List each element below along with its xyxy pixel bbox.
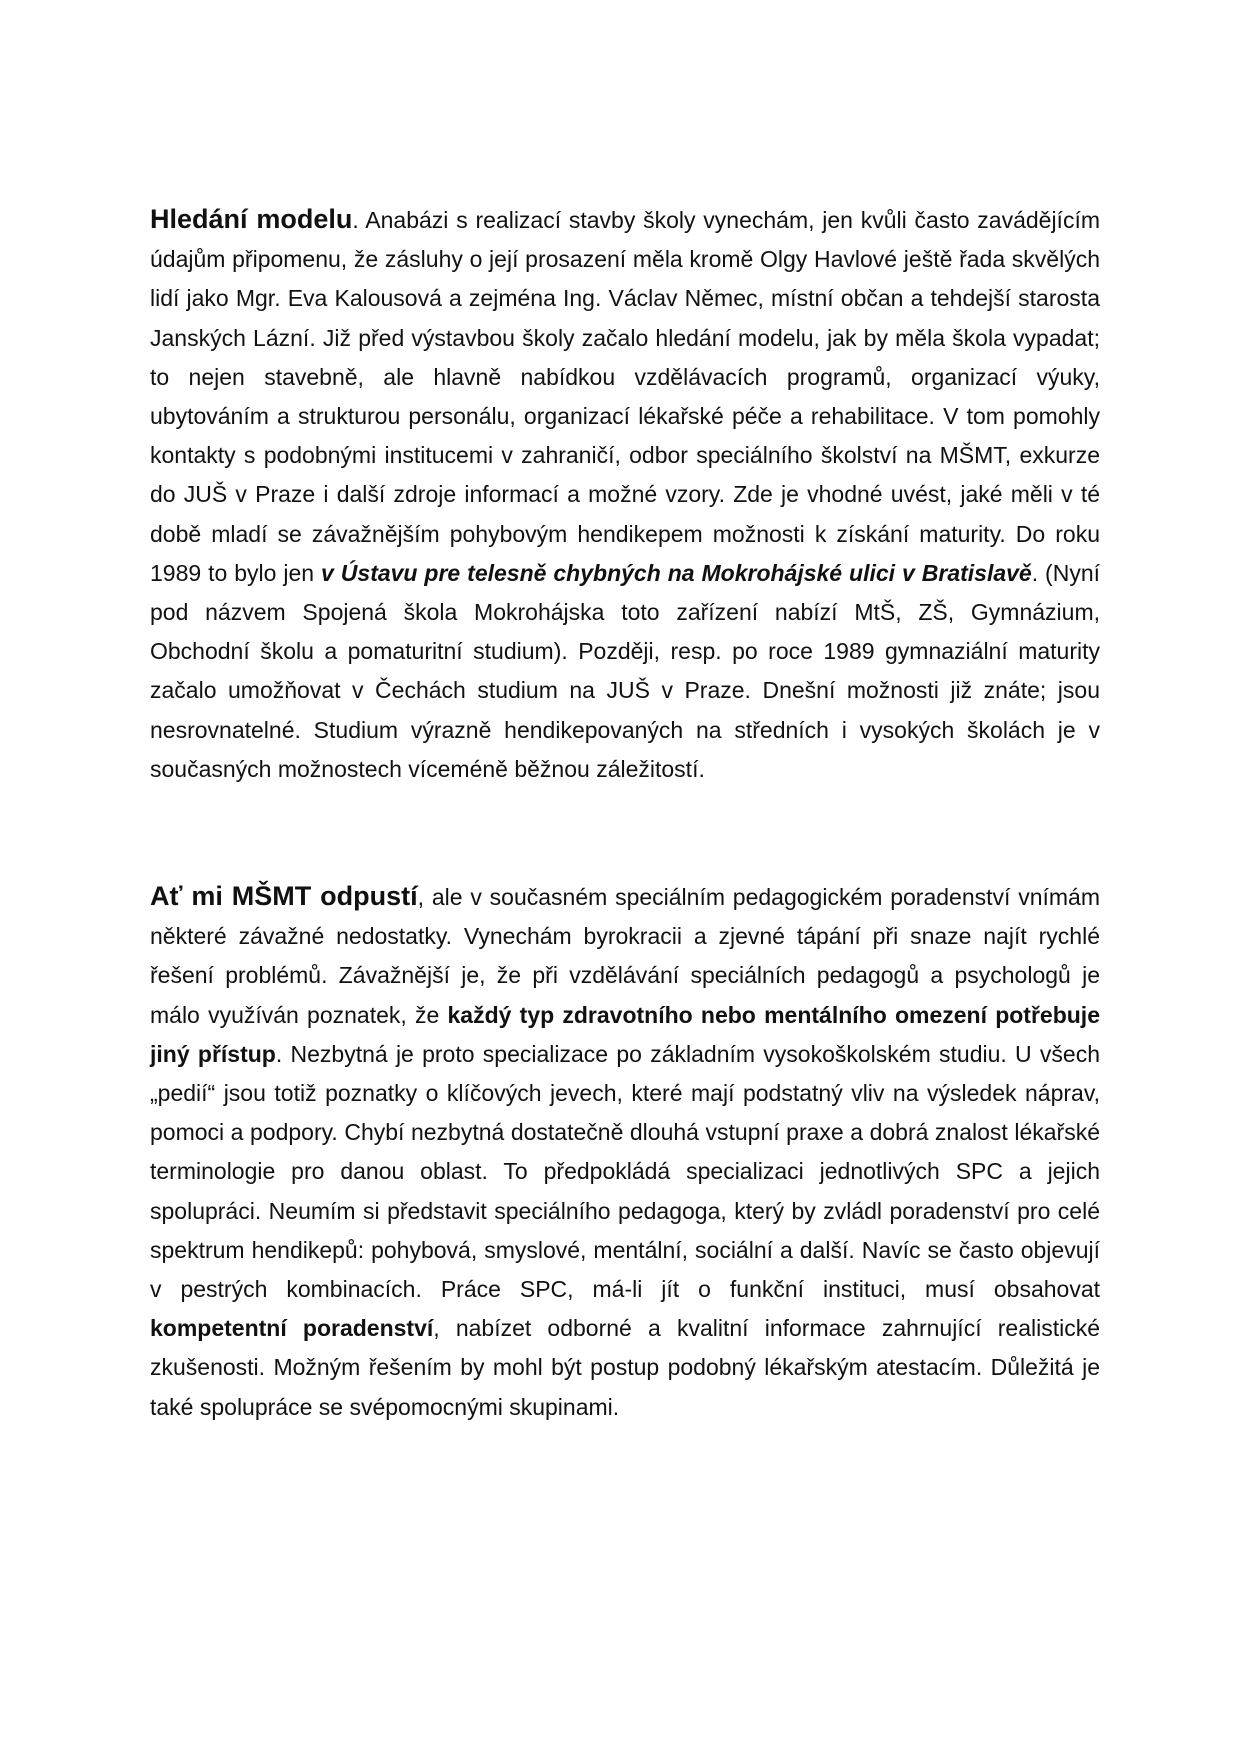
paragraph-msmt-odpusti	[150, 877, 1100, 1427]
paragraph-hledani-modelu	[150, 200, 1100, 789]
paragraph-text: , nabízet odborné a kvalitní informace zahrnující realistické zkušenosti. Možným řešením by mohl být postup podobný lékařským atestacím. Důležitá je také spolupráce se svépomocnými skupinami.	[150, 1315, 1100, 1420]
paragraph-text: . (Nyní pod názvem Spojená škola Mokrohájska toto zařízení nabízí MtŠ, ZŠ, Gymnázium, Obchodní školu a pomaturitní studium). Později, resp. po roce 1989 gymnaziální maturity začalo umožňovat v Čechách studium na JUŠ v Praze. Dnešní možnosti již znáte; jsou nesrovnatelné. Studium výrazně hendikepovaných na středních i vysokých školách je v současných možnostech víceméně běžnou záležitostí.	[150, 559, 1101, 782]
bold-text: kompetentní poradenství	[150, 1315, 434, 1342]
emphasized-text: v Ústavu pre telesně chybných na Mokrohájské ulici v Bratislavě	[321, 559, 1032, 586]
paragraph-lead-heading: Ať mi MŠMT odpustí	[150, 881, 418, 912]
paragraph-text: , ale v současném speciálním pedagogickém poradenství vnímám některé závažné nedostatky. Vynechám byrokracii a zjevné tápání při snaze najít rychlé řešení problémů. Závažnější je, že při vzdělávání speciálních pedagogů a psychologů je málo využíván poznatek, že	[150, 884, 1100, 1028]
paragraph-lead-heading: Hledání modelu	[150, 204, 353, 234]
paragraph-text: . Nezbytná je proto specializace po základním vysokoškolském studiu. U všech „pedií“ jsou totiž poznatky o klíčových jevech, které mají podstatný vliv na výsledek náprav, pomoci a podpory. Chybí nezbytná dostatečně dlouhá vstupní praxe a dobrá znalost lékařské terminologie pro danou oblast. To předpokládá specializaci jednotlivých SPC a jejich spolupráci. Neumím si představit speciálního pedagoga, který by zvládl poradenství pro celé spektrum hendikepů: pohybová, smyslové, mentální, sociální a další. Navíc se často objevují v pestrých kombinacích. Práce SPC, má-li jít o funkční instituci, musí obsahovat	[150, 1040, 1101, 1303]
document-page	[150, 200, 1100, 1427]
bold-text: každý typ zdravotního nebo mentálního omezení potřebuje jiný přístup	[150, 1001, 1100, 1067]
paragraph-text: . Anabázi s realizací stavby školy vynechám, jen kvůli často zavádějícím údajům připomenu, že zásluhy o její prosazení měla kromě Olgy Havlové ještě řada skvělých lidí jako Mgr. Eva Kalousová a zejména Ing. Václav Němec, místní občan a tehdejší starosta Janských Lázní. Již před výstavbou školy začalo hledání modelu, jak by měla škola vypadat; to nejen stavebně, ale hlavně nabídkou vzdělávacích programů, organizací výuky, ubytováním a strukturou personálu, organizací lékařské péče a rehabilitace. V tom pomohly kontakty s podobnými institucemi v zahraničí, odbor speciálního školství na MŠMT, exkurze do JUŠ v Praze i další zdroje informací a možné vzory. Zde je vhodné uvést, jaké měli v té době mladí se závažnějším pohybovým hendikepem možnosti k získání maturity. Do roku 1989 to bylo jen	[150, 207, 1100, 586]
